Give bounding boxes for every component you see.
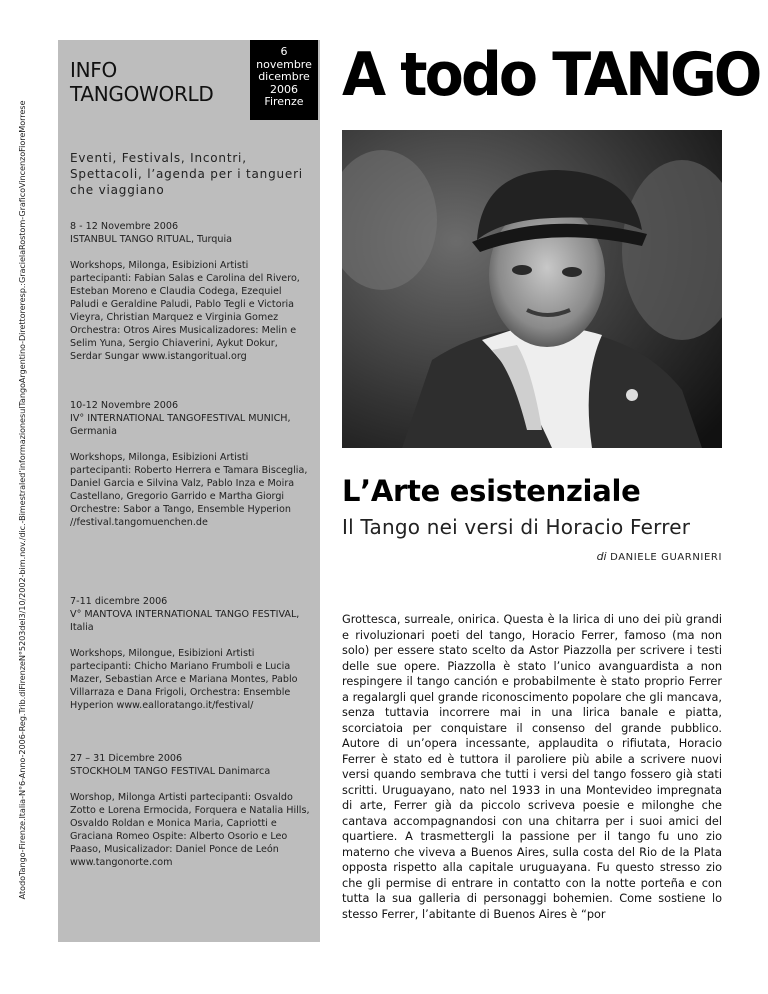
event-3 [70, 595, 312, 712]
event-name: V° MANTOVA INTERNATIONAL TANGO FESTIVAL, Italia [70, 609, 300, 633]
event-date: 10-12 Novembre 2006 [70, 400, 179, 411]
issue-number: 6 [280, 45, 288, 58]
masthead: A todo TANGO [342, 40, 760, 110]
event-details: Workshops, Milongue, Esibizioni Artisti partecipanti: Chicho Mariano Frumboli e Lucia Mazer, Sebastian Arce e Mariana Montes, Pablo Villarraza e Dana Frigoli, Orchestra: Ensemble Hyperion www.ealloratango.it/festival/ [70, 648, 298, 711]
portrait-photo [342, 130, 722, 448]
event-name: ISTANBUL TANGO RITUAL, Turquia [70, 234, 233, 245]
event-date: 7-11 dicembre 2006 [70, 596, 168, 607]
tangoworld-label: TANGOWORLD [70, 82, 214, 106]
issue-month1: novembre [256, 57, 312, 71]
event-4 [70, 752, 312, 869]
article-title: LʼArte esistenziale [342, 474, 641, 508]
event-name: IV° INTERNATIONAL TANGOFESTIVAL MUNICH, Germania [70, 413, 291, 437]
event-details: Workshops, Milonga, Esibizioni Artisti partecipanti: Fabian Salas e Carolina del Rivero, Esteban Moreno e Claudia Codega, Ezequiel Paludi e Geraldine Paludi, Pablo Tegli e Victoria Vieyra, Christian Marquez e Virginia Gomez Orchestra: Otros Aires Musicalizadores: Melin e Selim Yuna, Sergio Chiaverini, Aykut Dokur, Serdar Sungar www.istangoritual.org [70, 260, 300, 362]
byline-prefix: di [596, 550, 607, 563]
event-details: Worshop, Milonga Artisti partecipanti: Osvaldo Zotto e Lorena Ermocida, Forquera e Natalia Hills, Osvaldo Roldan e Monica Maria, Capriotti e Graciana Romeo Ospite: Alberto Osorio e Leo Paaso, Musicalizador: Daniel Ponce de León www.tangonorte.com [70, 792, 310, 868]
issue-month2: dicembre [258, 70, 310, 83]
byline [597, 550, 722, 563]
portrait-illustration [342, 130, 722, 448]
imprint-text: AtodoTango-Firenze.Italia-N°6-Anno-2006-Reg.Trib.diFirenzeN°5203del3/10/2002-bim.nov./dic.-BimestraledʼinformazionesulTangoArgentino-Direttoreresp.:GracielaRostom-GraficoVincenzoFioreMorrese [17, 100, 27, 900]
event-date: 27 – 31 Dicembre 2006 [70, 753, 183, 764]
event-details: Workshops, Milonga, Esibizioni Artisti partecipanti: Roberto Herrera e Tamara Bisceglia, Daniel Garcia e Silvina Valz, Pablo Inza e Moira Castellano, Gregorio Garrido e Martha Giorgi Orchestre: Sabor a Tango, Ensemble Hyperion //festival.tangomuenchen.de [70, 452, 308, 528]
issue-year: 2006 [270, 82, 298, 96]
info-label: INFO [70, 58, 117, 82]
issue-date-box [250, 40, 318, 120]
article-subtitle: Il Tango nei versi di Horacio Ferrer [342, 515, 691, 539]
article-body [342, 612, 722, 922]
event-date: 8 - 12 Novembre 2006 [70, 221, 179, 232]
byline-author: DANIELE GUARNIERI [610, 552, 722, 563]
article-paragraph: Grottesca, surreale, onirica. Questa è la lirica di uno dei più grandi e rivoluzionari poeti del tango, Horacio Ferrer, famoso (ma non solo) per essere stato scelto da Astor Piazzolla per scrivere i testi delle sue opere. Piazzolla è stato lʼunico avanguardista a non respingere il tango canción e probabilmente è stato proprio Ferrer a regalargli quel grande riconoscimento popolare che gli mancava, senza tuttavia incorrere mai in una lirica banale e piatta, scorciatoia per conquistare il consenso del grande pubblico. Autore di unʼopera incessante, applaudita o rifiutata, Horacio Ferrer è stato ed è tuttora il paroliere più abile a scrivere nuovi versi quando sembrava che tutti i versi del tango fossero già stati scritti. Uruguayano, nato nel 1933 in una Montevideo impregnata di arte, Ferrer già da piccolo scriveva poesie e milonghe che cantava accompagnandosi con una chitarra per i suoi amici del quartiere. A trasmettergli la passione per il tango fu uno zio materno che viveva a Buenos Aires, sulla costa del Rio de la Plata opposta rispetto alla capitale uruguayana. Fu questo stresso zio che gli permise di entrare in contatto con la notte porteña e con tutta la sua galleria di personaggi bohemien. Come sostiene lo stesso Ferrer, lʼabitante di Buenos Aires è “por [342, 613, 722, 921]
event-name: STOCKHOLM TANGO FESTIVAL Danimarca [70, 766, 271, 777]
side-imprint [0, 40, 44, 960]
section-title [70, 58, 250, 106]
agenda-intro: Eventi, Festivals, Incontri, Spettacoli, lʼagenda per i tangueri che viaggiano [70, 151, 303, 197]
issue-city: Firenze [264, 95, 304, 108]
event-2 [70, 399, 312, 529]
event-1 [70, 220, 312, 363]
